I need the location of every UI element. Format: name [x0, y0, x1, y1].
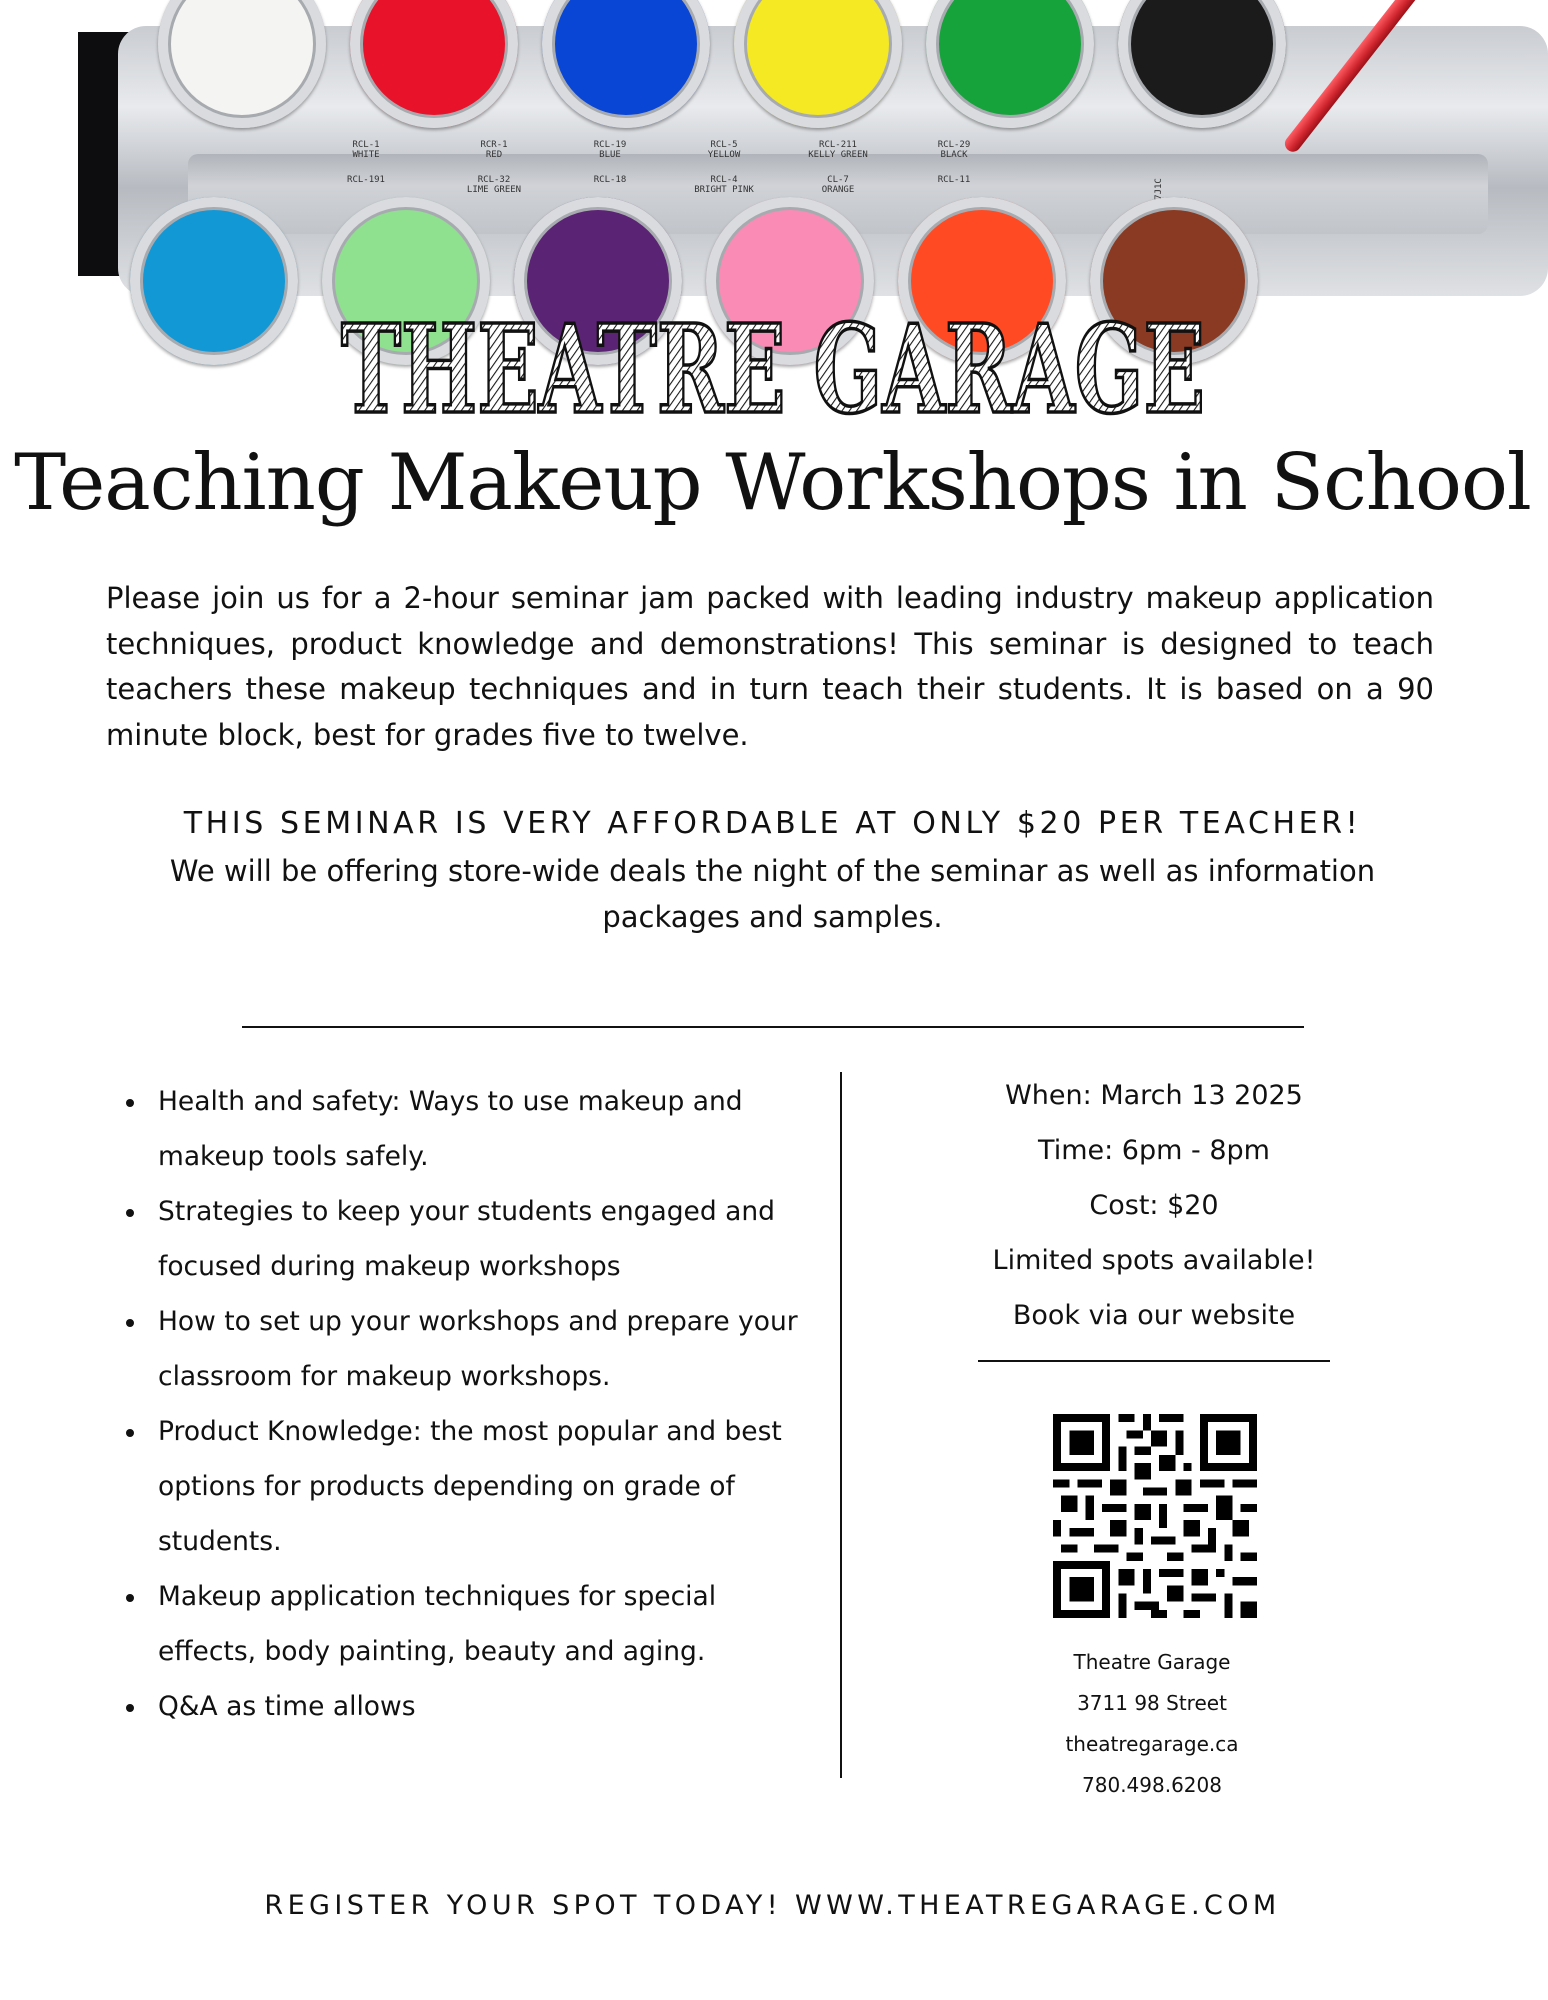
details-divider: [978, 1360, 1330, 1362]
pot-label: RCL-19 BLUE: [593, 140, 627, 160]
page-title: Teaching Makeup Workshops in School: [14, 438, 1531, 528]
bullet-icon: [126, 1594, 134, 1602]
offer-text: We will be offering store-wide deals the night of the seminar as well as information packages and samples.: [169, 854, 1376, 934]
pot-label: RCL-5 YELLOW: [707, 140, 741, 160]
price-highlight: THIS SEMINAR IS VERY AFFORDABLE AT ONLY $20 PER TEACHER!: [183, 806, 1362, 841]
section-divider: [242, 1026, 1304, 1028]
list-item: Makeup application techniques for special effects, body painting, beauty and aging.: [120, 1569, 800, 1679]
list-item: Product Knowledge: the most popular and best options for products depending on grade of students.: [120, 1404, 800, 1569]
palette-side-code: 7J1C: [1153, 178, 1164, 200]
event-spots: Limited spots available!: [992, 1245, 1316, 1276]
theatre-garage-logo: [0, 297, 1545, 441]
qr-code-icon[interactable]: [1053, 1414, 1257, 1618]
logo-text: THEATRE GARAGE: [340, 297, 1205, 441]
bullet-icon: [126, 1429, 134, 1437]
pot-label: RCL-1 WHITE: [352, 140, 380, 160]
list-item: Health and safety: Ways to use makeup and makeup tools safely.: [120, 1074, 800, 1184]
pot-label: CL-7 ORANGE: [821, 175, 855, 195]
bullet-icon: [126, 1209, 134, 1217]
pot-label: RCL-191: [347, 175, 385, 185]
pot-label: RCL-4 BRIGHT PINK: [694, 175, 754, 195]
list-item: Q&A as time allows: [120, 1679, 800, 1734]
pot-label: RCR-1 RED: [480, 140, 508, 160]
column-divider: [840, 1072, 842, 1778]
pot-label: RCL-29 BLACK: [937, 140, 971, 160]
event-date: When: March 13 2025: [1005, 1080, 1303, 1111]
hero-palette-image: [78, 32, 1465, 276]
contact-info: [1000, 1642, 1304, 1806]
business-phone: 780.498.6208: [1082, 1773, 1222, 1797]
bullet-icon: [126, 1704, 134, 1712]
event-time: Time: 6pm - 8pm: [1038, 1135, 1270, 1166]
event-cost: Cost: $20: [1089, 1190, 1219, 1221]
bullet-icon: [126, 1099, 134, 1107]
list-item: Strategies to keep your students engaged and focused during makeup workshops: [120, 1184, 800, 1294]
list-item: How to set up your workshops and prepare your classroom for makeup workshops.: [120, 1294, 800, 1404]
event-booking: Book via our website: [1012, 1300, 1296, 1331]
footer-cta[interactable]: REGISTER YOUR SPOT TODAY! WWW.THEATREGARAGE.COM: [264, 1890, 1281, 1921]
pot-label: RCL-18: [593, 175, 627, 185]
business-address: 3711 98 Street: [1077, 1691, 1227, 1715]
pot-label: RCL-211 KELLY GREEN: [808, 140, 868, 160]
business-website-link[interactable]: theatregarage.ca: [1065, 1732, 1239, 1756]
business-name: Theatre Garage: [1073, 1650, 1231, 1674]
topics-list: [120, 1074, 800, 1734]
pot-label: RCL-32 LIME GREEN: [466, 175, 522, 195]
event-details: [924, 1068, 1384, 1343]
intro-paragraph: Please join us for a 2-hour seminar jam packed with leading industry makeup application techniques, product knowledge and demonstrations! This seminar is designed to teach teachers these makeup techniques and in turn teach their students. It is based on a 90 minute block, best for grades five to twelve.: [106, 581, 1434, 752]
bullet-icon: [126, 1319, 134, 1327]
pot-label: RCL-11: [937, 175, 971, 185]
